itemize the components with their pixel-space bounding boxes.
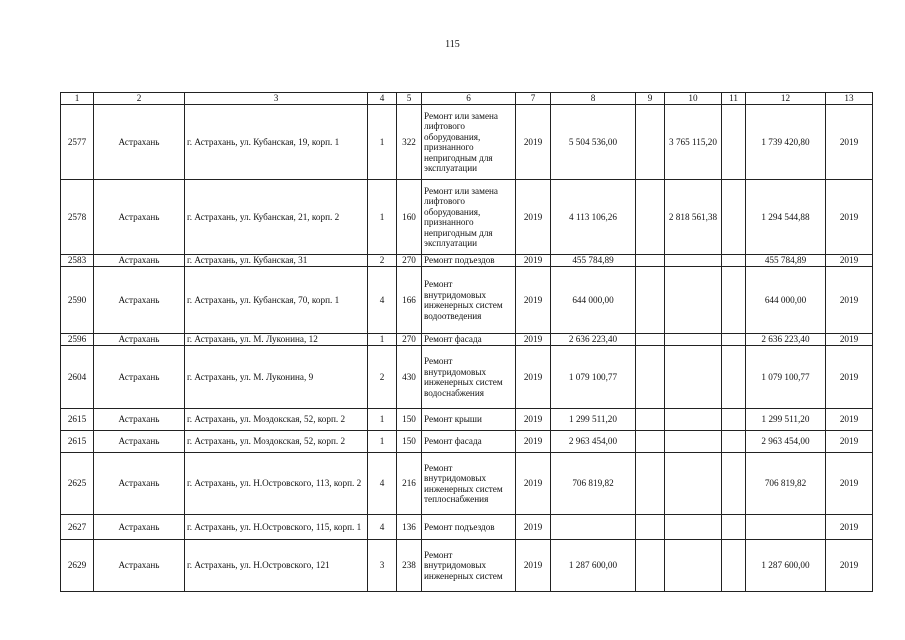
- cell-text: Астрахань: [118, 136, 160, 147]
- table-cell: [185, 180, 368, 255]
- table-cell: [516, 255, 551, 267]
- cell-text: 1 287 600,00: [761, 560, 810, 571]
- cell-text: Астрахань: [118, 478, 160, 489]
- table-cell: [826, 409, 873, 431]
- table-cell: [397, 255, 422, 267]
- table-cell: [397, 334, 422, 346]
- table-cell: [636, 431, 665, 453]
- cell-text: 2019: [523, 521, 543, 532]
- table-cell: [94, 105, 185, 180]
- repair-registry-table: [60, 92, 873, 592]
- cell-text: г. Астрахань, ул. Н.Островского, 121: [187, 560, 330, 571]
- column-header: 10: [665, 93, 722, 105]
- table-cell: [516, 346, 551, 409]
- table-cell: [94, 540, 185, 592]
- cell-text: Ремонт внутридомовых инженерных систем водоотведения: [424, 279, 503, 321]
- table-cell: [185, 453, 368, 515]
- table-cell: [826, 255, 873, 267]
- column-header: 13: [826, 93, 873, 105]
- table-cell: [722, 180, 746, 255]
- cell-text: 3 765 115,20: [669, 136, 717, 147]
- column-header: 6: [422, 93, 516, 105]
- cell-text: Ремонт фасада: [424, 436, 482, 447]
- table-cell: [368, 180, 397, 255]
- table-cell: [551, 431, 636, 453]
- cell-text: Астрахань: [118, 436, 160, 447]
- table-cell: [516, 453, 551, 515]
- table-cell: [746, 540, 826, 592]
- table-cell: [516, 105, 551, 180]
- table-cell: [422, 346, 516, 409]
- table-cell: [826, 453, 873, 515]
- table-cell: [422, 334, 516, 346]
- table-cell: [636, 540, 665, 592]
- table-cell: [61, 105, 94, 180]
- cell-text: 166: [402, 294, 416, 305]
- cell-text: 2019: [523, 371, 543, 382]
- table-cell: [636, 346, 665, 409]
- cell-text: 2 963 454,00: [568, 436, 618, 447]
- table-cell: [722, 540, 746, 592]
- column-header: 3: [185, 93, 368, 105]
- cell-text: 2019: [839, 478, 859, 489]
- cell-text: г. Астрахань, ул. Кубанская, 31: [187, 255, 308, 266]
- table-cell: [397, 105, 422, 180]
- cell-text: 1 287 600,00: [568, 560, 618, 571]
- cell-text: 5 504 536,00: [568, 136, 618, 147]
- table-row: [61, 180, 873, 255]
- cell-text: 1: [379, 436, 385, 447]
- table-cell: [551, 346, 636, 409]
- table-cell: [551, 105, 636, 180]
- cell-text: 2590: [67, 294, 87, 305]
- table-cell: [185, 409, 368, 431]
- cell-text: 2: [379, 371, 385, 382]
- cell-text: Астрахань: [118, 371, 160, 382]
- cell-text: г. Астрахань, ул. Кубанская, 21, корп. 2: [187, 211, 340, 222]
- table-header-row: [61, 93, 873, 105]
- table-cell: [397, 267, 422, 334]
- cell-text: г. Астрахань, ул. Н.Островского, 113, корп. 2: [187, 478, 362, 489]
- table-cell: [516, 409, 551, 431]
- table-cell: [551, 255, 636, 267]
- cell-text: 238: [402, 560, 416, 571]
- table-cell: [551, 409, 636, 431]
- table-cell: [61, 180, 94, 255]
- table-cell: [422, 267, 516, 334]
- cell-text: 2019: [523, 255, 543, 266]
- cell-text: 1 739 420,80: [761, 136, 810, 147]
- table-cell: [368, 255, 397, 267]
- table-cell: [368, 453, 397, 515]
- cell-text: Ремонт внутридомовых инженерных систем теплоснабжения: [424, 462, 503, 504]
- table-cell: [636, 267, 665, 334]
- table-cell: [422, 409, 516, 431]
- column-header: 12: [746, 93, 826, 105]
- cell-text: г. Астрахань, ул. М. Луконина, 9: [187, 371, 314, 382]
- column-header: 1: [61, 93, 94, 105]
- table-row: [61, 515, 873, 540]
- table-cell: [826, 431, 873, 453]
- table-cell: [94, 334, 185, 346]
- cell-text: 2578: [67, 211, 87, 222]
- table-cell: [397, 409, 422, 431]
- page-number: 115: [445, 39, 460, 50]
- table-cell: [665, 255, 722, 267]
- cell-text: 3: [379, 560, 385, 571]
- table-cell: [722, 431, 746, 453]
- cell-text: 2 963 454,00: [761, 436, 810, 447]
- table-cell: [826, 180, 873, 255]
- table-cell: [746, 180, 826, 255]
- table-cell: [826, 334, 873, 346]
- table-cell: [665, 334, 722, 346]
- cell-text: 706 819,82: [572, 478, 614, 489]
- cell-text: 2019: [523, 560, 543, 571]
- cell-text: 2627: [67, 521, 87, 532]
- cell-text: Ремонт или замена лифтового оборудования, признанного непригодным для эксплуатации: [424, 110, 499, 173]
- table-cell: [422, 105, 516, 180]
- table-cell: [185, 540, 368, 592]
- table-cell: [665, 105, 722, 180]
- table-cell: [185, 334, 368, 346]
- cell-text: 2019: [839, 136, 859, 147]
- cell-text: 4 113 106,26: [569, 211, 617, 222]
- table-cell: [551, 267, 636, 334]
- table-cell: [746, 267, 826, 334]
- cell-text: 2019: [523, 334, 543, 345]
- table-cell: [826, 267, 873, 334]
- cell-text: 2019: [523, 136, 543, 147]
- table-cell: [397, 180, 422, 255]
- cell-text: 4: [379, 294, 385, 305]
- cell-text: 2596: [67, 334, 87, 345]
- cell-text: 270: [402, 334, 416, 345]
- cell-text: 2019: [839, 294, 859, 305]
- table-cell: [61, 334, 94, 346]
- table-cell: [722, 105, 746, 180]
- table-cell: [368, 105, 397, 180]
- cell-text: 2019: [839, 521, 859, 532]
- table-cell: [746, 105, 826, 180]
- table-cell: [94, 255, 185, 267]
- cell-text: 2019: [839, 334, 859, 345]
- column-header: 9: [636, 93, 665, 105]
- cell-text: г. Астрахань, ул. Кубанская, 19, корп. 1: [187, 136, 340, 147]
- table-cell: [551, 515, 636, 540]
- table-cell: [516, 431, 551, 453]
- table-cell: [551, 453, 636, 515]
- cell-text: 1 079 100,77: [761, 371, 810, 382]
- table-cell: [516, 515, 551, 540]
- cell-text: 216: [402, 478, 416, 489]
- cell-text: 1 299 511,20: [569, 414, 617, 425]
- cell-text: Астрахань: [118, 211, 160, 222]
- table-cell: [422, 540, 516, 592]
- table-cell: [94, 515, 185, 540]
- cell-text: 2604: [67, 371, 87, 382]
- table-cell: [516, 540, 551, 592]
- table-cell: [368, 267, 397, 334]
- table-cell: [636, 334, 665, 346]
- cell-text: Астрахань: [118, 294, 160, 305]
- table-cell: [665, 515, 722, 540]
- table-cell: [746, 453, 826, 515]
- cell-text: 4: [379, 521, 385, 532]
- cell-text: 2019: [523, 294, 543, 305]
- cell-text: Астрахань: [118, 414, 160, 425]
- table-cell: [94, 453, 185, 515]
- table-cell: [722, 346, 746, 409]
- cell-text: 1 079 100,77: [568, 371, 618, 382]
- table-row: [61, 409, 873, 431]
- table-cell: [397, 346, 422, 409]
- table-cell: [397, 453, 422, 515]
- table-row: [61, 334, 873, 346]
- cell-text: 2019: [839, 436, 859, 447]
- table-cell: [422, 431, 516, 453]
- table-cell: [61, 267, 94, 334]
- table-cell: [422, 453, 516, 515]
- table-cell: [185, 105, 368, 180]
- cell-text: 2615: [67, 436, 87, 447]
- table-cell: [61, 515, 94, 540]
- table-cell: [368, 515, 397, 540]
- table-cell: [94, 180, 185, 255]
- table-cell: [185, 267, 368, 334]
- column-header: 7: [516, 93, 551, 105]
- cell-text: 2 636 223,40: [568, 334, 618, 345]
- table-cell: [636, 453, 665, 515]
- table-cell: [61, 346, 94, 409]
- table-cell: [185, 431, 368, 453]
- table-cell: [722, 409, 746, 431]
- column-header: 8: [551, 93, 636, 105]
- table-cell: [422, 515, 516, 540]
- table-cell: [368, 334, 397, 346]
- table-row: [61, 540, 873, 592]
- column-header: 2: [94, 93, 185, 105]
- cell-text: г. Астрахань, ул. М. Луконина, 12: [187, 334, 318, 345]
- table-cell: [61, 255, 94, 267]
- table-cell: [722, 515, 746, 540]
- table-cell: [551, 540, 636, 592]
- cell-text: 4: [379, 478, 385, 489]
- table-cell: [368, 540, 397, 592]
- table-cell: [516, 334, 551, 346]
- cell-text: Ремонт крыши: [424, 414, 482, 425]
- cell-text: 2: [379, 255, 385, 266]
- table-cell: [94, 346, 185, 409]
- cell-text: 2019: [839, 371, 859, 382]
- cell-text: Астрахань: [118, 334, 160, 345]
- table-cell: [746, 431, 826, 453]
- cell-text: 455 784,89: [764, 255, 807, 266]
- cell-text: 2577: [67, 136, 87, 147]
- table-cell: [665, 346, 722, 409]
- table-cell: [826, 346, 873, 409]
- cell-text: Ремонт подъездов: [424, 255, 495, 266]
- cell-text: 2629: [67, 560, 87, 571]
- cell-text: 322: [402, 136, 416, 147]
- cell-text: 1: [379, 211, 385, 222]
- table-cell: [61, 431, 94, 453]
- cell-text: 1: [379, 136, 385, 147]
- table-row: [61, 255, 873, 267]
- cell-text: г. Астрахань, ул. Моздокская, 52, корп. 2: [187, 414, 346, 425]
- cell-text: Ремонт подъездов: [424, 521, 495, 532]
- table-cell: [61, 453, 94, 515]
- table-cell: [636, 515, 665, 540]
- table-cell: [826, 515, 873, 540]
- table-cell: [665, 431, 722, 453]
- table-cell: [636, 180, 665, 255]
- cell-text: Астрахань: [118, 255, 160, 266]
- table-cell: [61, 540, 94, 592]
- cell-text: 2583: [67, 255, 87, 266]
- table-cell: [551, 334, 636, 346]
- table-cell: [185, 515, 368, 540]
- table-cell: [368, 346, 397, 409]
- table-cell: [746, 409, 826, 431]
- table-cell: [636, 409, 665, 431]
- cell-text: 2 636 223,40: [761, 334, 810, 345]
- table-cell: [746, 515, 826, 540]
- cell-text: 2019: [839, 560, 859, 571]
- table-cell: [746, 334, 826, 346]
- cell-text: 136: [402, 521, 416, 532]
- table-cell: [826, 540, 873, 592]
- table-cell: [397, 540, 422, 592]
- cell-text: г. Астрахань, ул. Н.Островского, 115, корп. 1: [187, 521, 362, 532]
- table-row: [61, 346, 873, 409]
- cell-text: 2 818 561,38: [668, 211, 718, 222]
- cell-text: Ремонт внутридомовых инженерных систем водоснабжения: [424, 356, 503, 398]
- cell-text: 150: [402, 414, 416, 425]
- table-cell: [665, 453, 722, 515]
- cell-text: Ремонт или замена лифтового оборудования, признанного непригодным для эксплуатации: [424, 185, 499, 248]
- table-cell: [422, 180, 516, 255]
- table-cell: [551, 180, 636, 255]
- table-cell: [826, 105, 873, 180]
- cell-text: Астрахань: [118, 521, 160, 532]
- cell-text: 2019: [839, 211, 859, 222]
- cell-text: 2019: [523, 211, 543, 222]
- table-cell: [722, 334, 746, 346]
- column-header: 5: [397, 93, 422, 105]
- cell-text: 2615: [67, 414, 87, 425]
- table-cell: [665, 540, 722, 592]
- table-cell: [722, 453, 746, 515]
- table-cell: [397, 431, 422, 453]
- cell-text: 455 784,89: [572, 255, 614, 266]
- cell-text: 2019: [523, 414, 543, 425]
- cell-text: 430: [402, 371, 416, 382]
- cell-text: 2625: [67, 478, 87, 489]
- cell-text: 150: [402, 436, 416, 447]
- cell-text: 1: [379, 334, 385, 345]
- table-cell: [368, 431, 397, 453]
- table-row: [61, 105, 873, 180]
- table-cell: [746, 255, 826, 267]
- column-header: 11: [722, 93, 746, 105]
- cell-text: 2019: [523, 478, 543, 489]
- cell-text: 2019: [839, 255, 859, 266]
- cell-text: 644 000,00: [764, 294, 807, 305]
- cell-text: 160: [402, 211, 416, 222]
- table-cell: [94, 267, 185, 334]
- cell-text: 2019: [523, 436, 543, 447]
- cell-text: Ремонт фасада: [424, 334, 482, 345]
- cell-text: 270: [402, 255, 416, 266]
- cell-text: 1 294 544,88: [761, 211, 810, 222]
- cell-text: 1 299 511,20: [761, 414, 810, 425]
- table-cell: [94, 409, 185, 431]
- table-cell: [397, 515, 422, 540]
- table-row: [61, 431, 873, 453]
- table-cell: [722, 255, 746, 267]
- table-cell: [94, 431, 185, 453]
- table-cell: [665, 409, 722, 431]
- cell-text: 644 000,00: [572, 294, 614, 305]
- table-cell: [665, 267, 722, 334]
- table-cell: [746, 346, 826, 409]
- table-cell: [516, 180, 551, 255]
- table-row: [61, 453, 873, 515]
- table-cell: [636, 105, 665, 180]
- table-cell: [368, 409, 397, 431]
- cell-text: Ремонт внутридомовых инженерных систем: [424, 549, 503, 581]
- table-cell: [422, 255, 516, 267]
- cell-text: г. Астрахань, ул. Кубанская, 70, корп. 1: [187, 294, 340, 305]
- table-cell: [636, 255, 665, 267]
- column-header: 4: [368, 93, 397, 105]
- table-cell: [722, 267, 746, 334]
- table-cell: [665, 180, 722, 255]
- table-cell: [61, 409, 94, 431]
- cell-text: г. Астрахань, ул. Моздокская, 52, корп. 2: [187, 436, 346, 447]
- cell-text: 706 819,82: [764, 478, 807, 489]
- cell-text: 2019: [839, 414, 859, 425]
- cell-text: 1: [379, 414, 385, 425]
- table-cell: [516, 267, 551, 334]
- table-cell: [185, 346, 368, 409]
- table-cell: [185, 255, 368, 267]
- table-row: [61, 267, 873, 334]
- cell-text: Астрахань: [118, 560, 160, 571]
